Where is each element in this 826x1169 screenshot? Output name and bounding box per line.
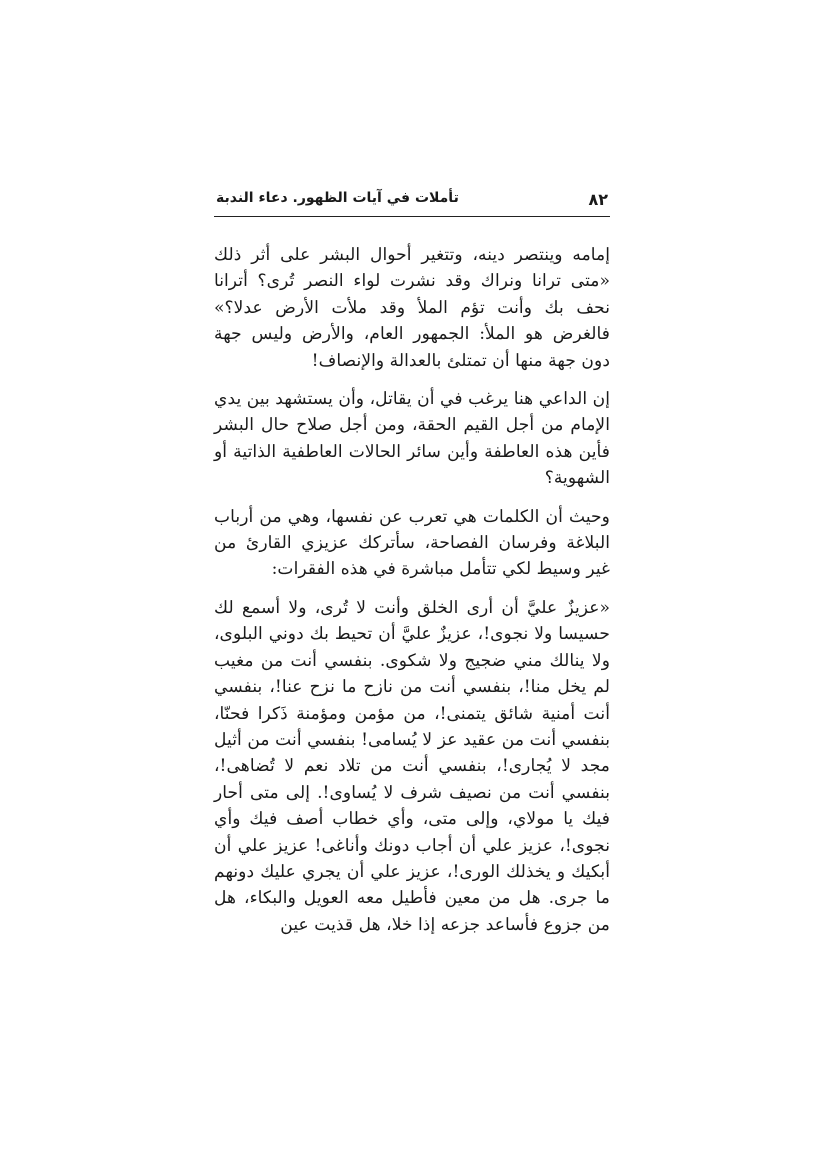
header-divider bbox=[214, 216, 610, 217]
paragraph-1: إمامه وينتصر دينه، وتتغير أحوال البشر على أثر ذلك «متى ترانا ونراك وقد نشرت لواء النصر تُرى؟ أترانا نحف بك وأنت تؤم الملأ وقد ملأت الأرض عدلا؟» فالغرض هو الملأ: الجمهور العام، والأرض وليس جهة دون جهة منها أن تمتلئ بالعدالة والإنصاف! bbox=[214, 245, 610, 371]
page-header bbox=[214, 188, 610, 214]
paragraph-3: وحيث أن الكلمات هي تعرب عن نفسها، وهي من أرباب البلاغة وفرسان الفصاحة، سأتركك عزيزي القارئ من غير وسيط لكي تتأمل مباشرة في هذه الفقرات: bbox=[214, 506, 610, 580]
paragraph-4: «عزيزٌ عليَّ أن أرى الخلق وأنت لا تُرى، ولا أسمع لك حسيسا ولا نجوى!، عزيزٌ عليَّ أن تحيط بك دوني البلوى، ولا ينالك مني ضجيج ولا شكوى. بنفسي أنت من مغيب لم يخل منا!، بنفسي أنت من نازح ما نزح عنا!، بنفسي أنت أمنية شائق يتمنى!، من مؤمن ومؤمنة ذَكرا فحنّا، بنفسي أنت من عقيد عز لا يُسامى! بنفسي أنت من أثيل مجد لا يُجارى!، بنفسي أنت من تلاد نعم لا تُضاهى!، بنفسي أنت من نصيف شرف لا يُساوى!. إلى متى أحار فيك يا مولاي، وإلى متى، وأي خطاب أصف فيك وأي نجوى!، عزيز علي أن أجاب دونك وأناغى! عزيز علي أن أبكيك و يخذلك الورى!، عزيز علي أن يجري عليك دونهم ما جرى. هل من معين فأطيل معه العويل والبكاء، هل من جزوع فأساعد جزعه إذا خلا، هل قذيت عين bbox=[214, 597, 610, 935]
body-text bbox=[214, 242, 610, 950]
page-number: ٨٢ bbox=[588, 190, 608, 209]
paragraph-2: إن الداعي هنا يرغب في أن يقاتل، وأن يستشهد بين يدي الإمام من أجل القيم الحقة، ومن أجل صلاح حال البشر فأين هذه العاطفة وأين سائر الحالات العاطفية الذاتية أو الشهوية؟ bbox=[214, 389, 610, 489]
running-title: تأملات في آيات الظهور. دعاء الندبة bbox=[216, 190, 459, 206]
